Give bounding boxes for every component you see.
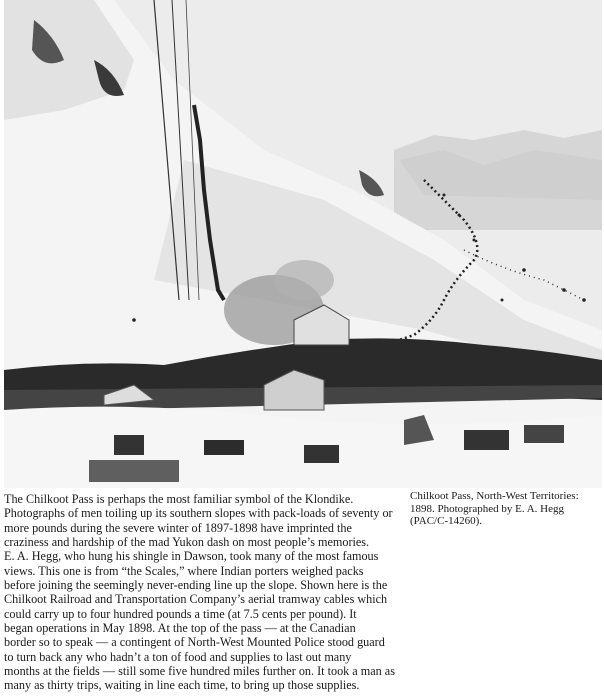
chilkoot-pass-photo — [4, 0, 602, 488]
body-text-line: views. This one is from “the Scales,” where Indian porters weighed packs — [4, 563, 364, 578]
photo-illustration — [4, 0, 602, 488]
caption-line: (PAC/C-14260). — [410, 515, 483, 528]
body-text-line: Photographs of men toiling up its southern slopes with pack-loads of seventy or — [4, 506, 393, 521]
body-text-line: months at the fields — still some five hundred miles further on. It took a man as — [4, 664, 395, 679]
body-text-line: many as thirty trips, waiting in line each time, to bring up those supplies. — [4, 678, 360, 693]
body-text-line: craziness and hardship of the mad Yukon dash on most people’s memories. — [4, 535, 370, 550]
body-text-line: E. A. Hegg, who hung his shingle in Dawson, took many of the most famous — [4, 549, 379, 564]
body-text-line: more pounds during the severe winter of 1897-1898 have imprinted the — [4, 520, 352, 535]
body-text-line: could carry up to four hundred pounds a time (at 7.5 cents per pound). It — [4, 606, 357, 621]
body-text-line: The Chilkoot Pass is perhaps the most familiar symbol of the Klondike. — [4, 492, 354, 506]
body-text-line: before joining the seemingly never-ending line up the slope. Shown here is the — [4, 578, 388, 593]
photo-caption — [410, 490, 600, 528]
body-text-line: began operations in May 1898. At the top of the pass — at the Canadian — [4, 621, 356, 636]
caption-line: 1898. Photographed by E. A. Hegg — [410, 502, 564, 515]
body-text-line: Chilkoot Railroad and Transportation Company’s aerial tramway cables which — [4, 592, 388, 607]
body-text-line: border so to speak — a contingent of North-West Mounted Police stood guard — [4, 635, 385, 650]
caption-line: Chilkoot Pass, North-West Territories: — [410, 490, 579, 502]
body-text — [4, 492, 404, 693]
body-text-line: to turn back any who hadn’t a ton of food and supplies to last out many — [4, 649, 352, 664]
